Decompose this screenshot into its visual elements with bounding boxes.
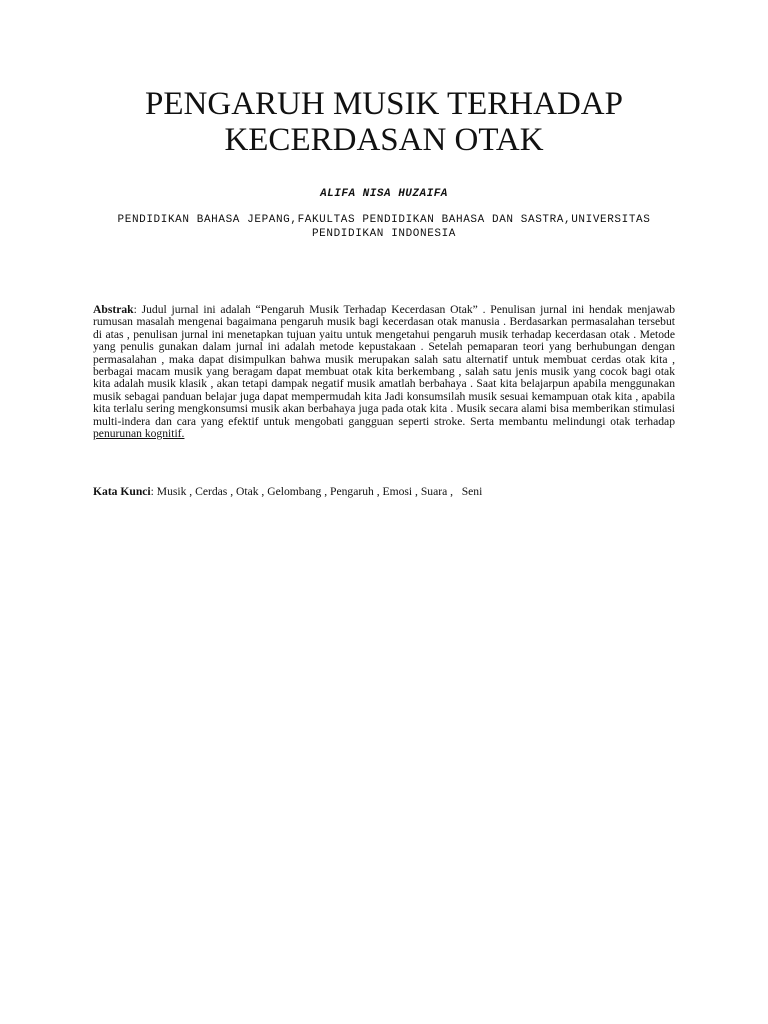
abstract-body: : Judul jurnal ini adalah “Pengaruh Musik Terhadap Kecerdasan Otak” . Penulisan jurnal ini hendak menjawab rumusan masalah mengenai bagaimana pengaruh musik bagi kecerdasan otak manusia . Berdasarkan permasalahan tersebut di atas , penulisan jurnal ini menetapkan tujuan yaitu untuk mengetahui pengaruh musik terhadap kecerdasan otak . Metode yang penulis gunakan dalam jurnal ini adalah metode kepustakaan . Setelah pemaparan teori yang berhubungan dengan permasalahan , maka dapat disimpulkan bahwa musik merupakan salah satu alternatif untuk membuat cerdas otak kita , berbagai macam musik yang beragam dapat membuat otak kita berkembang , salah satu jenis musik yang cocok bagi otak kita adalah musik klasik , akan tetapi dampak negatif musik amatlah berbahaya . Saat kita belajarpun apabila menggunakan musik sebagai panduan belajar juga dapat mempermudah kita Jadi konsumsilah musik sesuai kemampuan otak kita , apabila kita terlalu sering mengkonsumsi musik akan berbahaya juga pada otak kita . Musik secara alami bisa memberikan stimulasi multi-indera dan cara yang efektif untuk mengobati gangguan seperti stroke. Serta membantu melindungi otak terhadap bbox=[93, 303, 675, 428]
paper-title: PENGARUH MUSIK TERHADAP KECERDASAN OTAK bbox=[145, 86, 623, 158]
keywords-body: : Musik , Cerdas , Otak , Gelombang , Pengaruh , Emosi , Suara , Seni bbox=[150, 485, 483, 498]
abstract-paragraph bbox=[93, 304, 675, 440]
keywords-line bbox=[93, 485, 675, 499]
keywords-label: Kata Kunci bbox=[93, 485, 151, 498]
author-affiliation: PENDIDIKAN BAHASA JEPANG,FAKULTAS PENDIDIKAN BAHASA DAN SASTRA,UNIVERSITAS PENDIDIKAN INDONESIA bbox=[117, 214, 651, 240]
abstract-ending: penurunan kognitif. bbox=[93, 427, 185, 441]
author-name: ALIFA NISA HUZAIFA bbox=[320, 188, 448, 200]
abstract-label: Abstrak bbox=[93, 303, 134, 316]
